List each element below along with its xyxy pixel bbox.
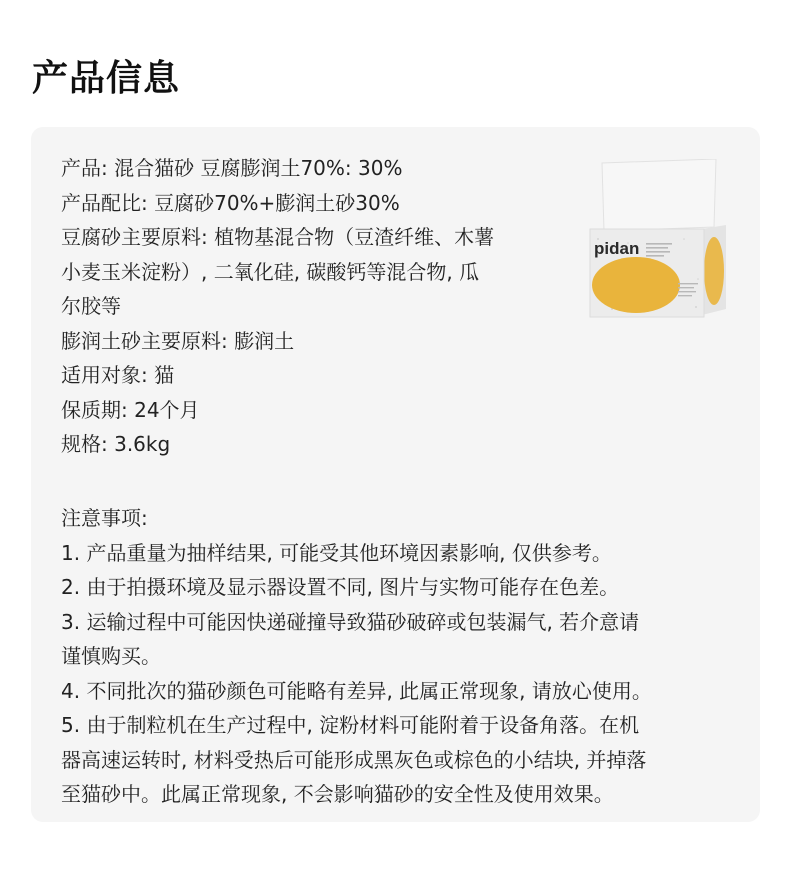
page-title: 产品信息	[32, 58, 181, 99]
spec-shelf-life: 保质期: 24个月	[61, 397, 200, 422]
spec-target: 适用对象: 猫	[61, 363, 175, 387]
notes-heading: 注意事项:	[61, 506, 148, 530]
product-package-image	[588, 159, 728, 331]
spec-size: 规格: 3.6kg	[61, 432, 171, 456]
package-yellow-oval	[592, 257, 680, 313]
product-spec-list	[61, 151, 561, 462]
note-item-2: 2. 由于拍摄环境及显示器设置不同, 图片与实物可能存在色差。	[61, 575, 620, 599]
notes-section	[61, 501, 741, 812]
package-side-yellow	[704, 237, 724, 305]
spec-bentonite-ingredients: 膨润土砂主要原料: 膨润土	[61, 328, 295, 353]
product-info-card	[31, 127, 760, 822]
note-item-5-cont: 器高速运转时, 材料受热后可能形成黑灰色或棕色的小结块, 并掉落	[61, 747, 647, 772]
note-item-1: 1. 产品重量为抽样结果, 可能受其他环境因素影响, 仅供参考。	[61, 540, 612, 565]
spec-tofu-ingredients-cont: 小麦玉米淀粉）, 二氧化硅, 碳酸钙等混合物, 瓜	[61, 259, 480, 284]
note-item-3: 3. 运输过程中可能因快递碰撞导致猫砂破碎或包装漏气, 若介意请	[61, 609, 640, 634]
package-handle	[602, 159, 716, 231]
note-item-5: 5. 由于制粒机在生产过程中, 淀粉材料可能附着于设备角落。在机	[61, 713, 640, 737]
spec-tofu-ingredients: 豆腐砂主要原料: 植物基混合物（豆渣纤维、木薯	[61, 225, 495, 249]
note-item-5-end: 至猫砂中。此属正常现象, 不会影响猫砂的安全性及使用效果。	[61, 782, 614, 806]
spec-tofu-ingredients-end: 尔胶等	[61, 294, 121, 318]
spec-ratio: 产品配比: 豆腐砂70%+膨润土砂30%	[61, 190, 400, 215]
package-brand-logo: pidan	[594, 239, 640, 258]
note-item-3-cont: 谨慎购买。	[61, 644, 161, 668]
note-item-4: 4. 不同批次的猫砂颜色可能略有差异, 此属正常现象, 请放心使用。	[61, 678, 652, 703]
spec-product-name: 产品: 混合猫砂 豆腐膨润土70%: 30%	[61, 156, 403, 180]
